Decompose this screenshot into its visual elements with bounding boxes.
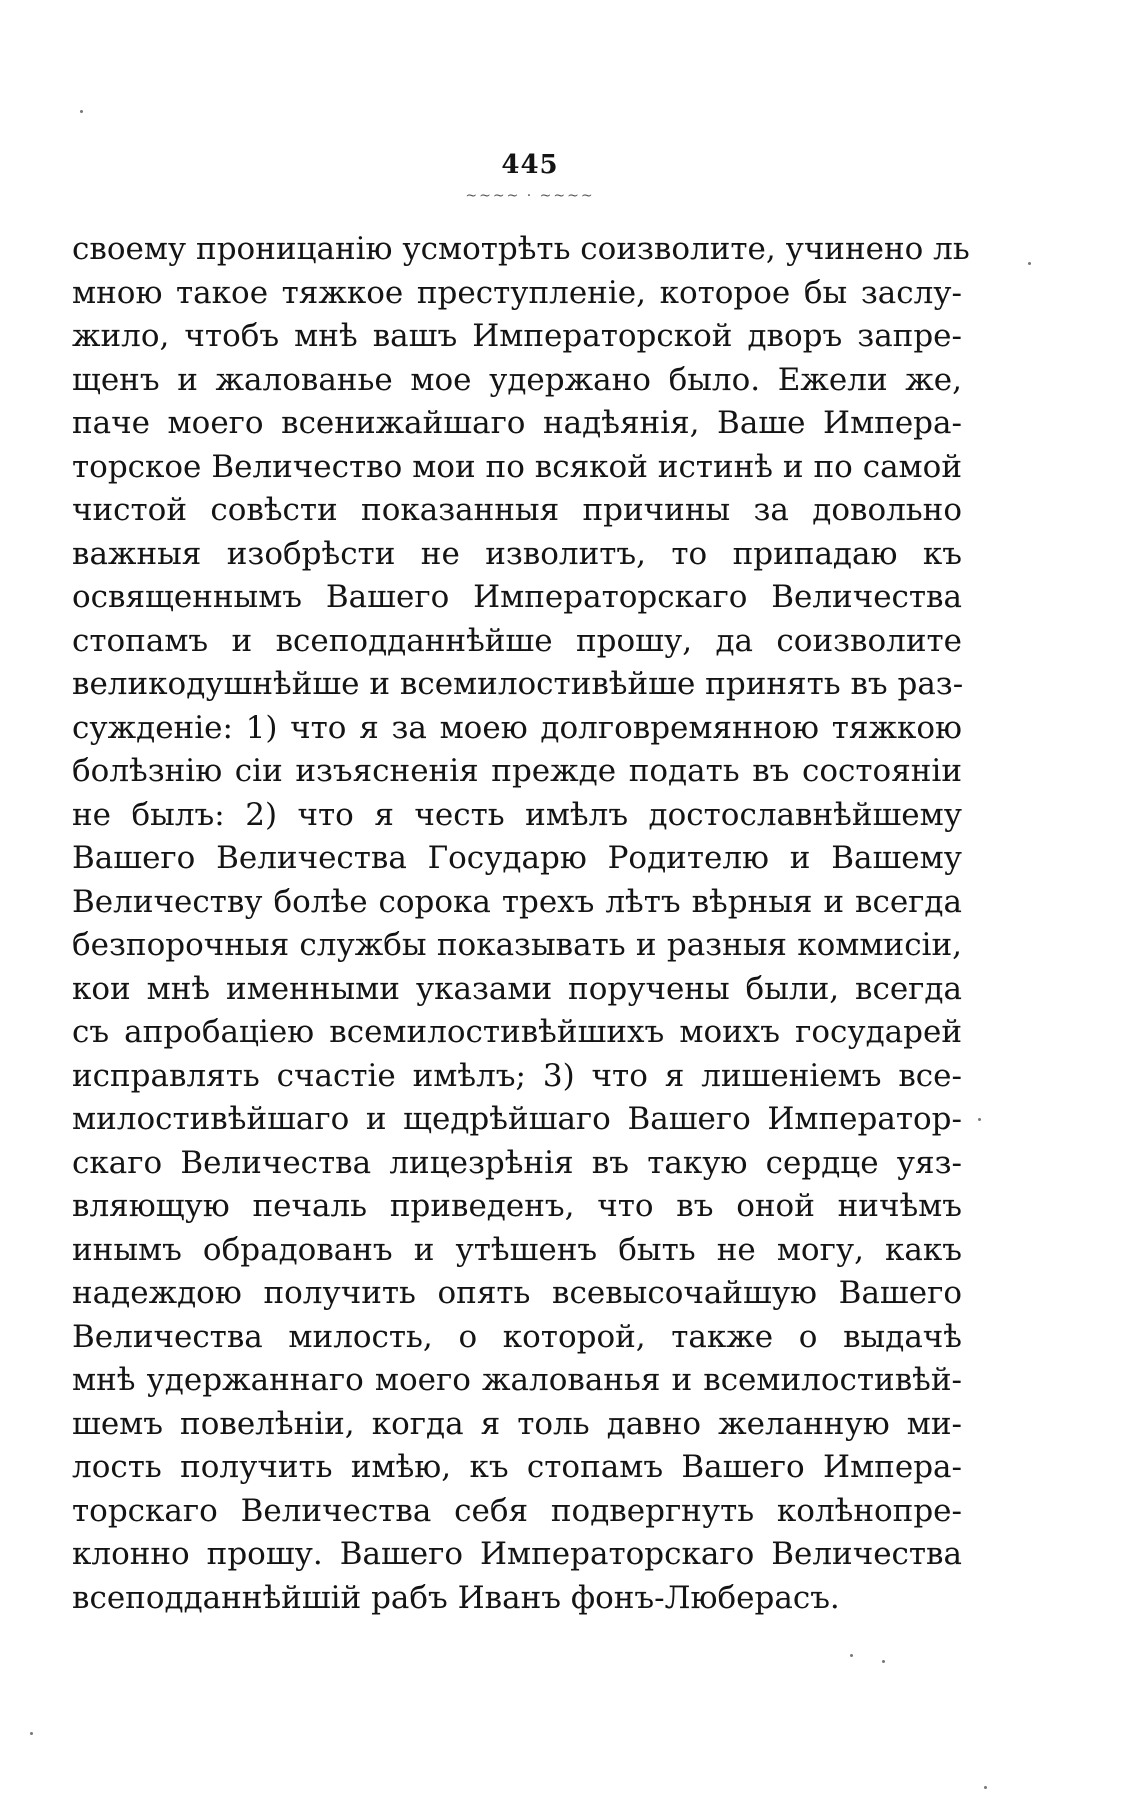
text-line: скаго Величества лицезрѣнія въ такую сердце уяз- [72,1144,962,1181]
text-line: исправлять счастіе имѣлъ; 3) что я лишеніемъ все- [72,1057,962,1094]
text-line: торское Величество мои по всякой истинѣ и по самой [72,448,962,485]
text-line: своему проницанію усмотрѣть соизволите, учинено ль [72,231,970,267]
text-line: вляющую печаль приведенъ, что въ оной ничѣмъ [72,1188,962,1224]
text-line: шемъ повелѣніи, когда я толь давно желанную ми- [72,1405,962,1442]
text-line: надеждою получить опять всевысочайшую Вашего [72,1275,962,1311]
text-line: важныя изобрѣсти не изволитъ, то припадаю къ [72,535,962,572]
text-line: инымъ обрадованъ и утѣшенъ быть не могу, какъ [72,1231,962,1268]
text-line: торскаго Величества себя подвергнуть колѣнопре- [72,1492,962,1529]
page-number: 445 [501,150,559,180]
scan-speck [978,1118,981,1121]
text-line: паче моего всенижайшаго надѣянія, Ваше Импера- [72,405,962,441]
header-ornament: ~~~~ · ~~~~ [465,188,595,204]
text-line: милостивѣйшаго и щедрѣйшаго Вашего Император- [72,1101,962,1137]
scan-speck [80,110,83,113]
text-line: освященнымъ Вашего Императорскаго Величества [72,579,962,615]
body-text [72,228,970,1620]
text-line: мнѣ удержаннаго моего жалованья и всемилостивѣй- [72,1362,962,1398]
scan-speck [30,1732,33,1735]
text-line: съ апробаціею всемилостивѣйшихъ моихъ государей [72,1014,962,1050]
scan-speck [850,1654,853,1657]
text-line: лость получить имѣю, къ стопамъ Вашего Импера- [72,1449,962,1485]
text-line: безпорочныя службы показывать и разныя коммисіи, [72,927,962,963]
text-line: болѣзнію сіи изъясненія прежде подать въ состояніи [72,753,962,789]
text-line: Величества милость, о которой, также о выдачѣ [72,1318,962,1355]
scan-speck [882,1660,885,1663]
text-line: клонно прошу. Вашего Императорскаго Величества [72,1536,962,1572]
text-line: чистой совѣсти показанныя причины за довольно [72,492,962,528]
text-line: щенъ и жалованье мое удержано было. Ежели же, [72,361,962,398]
text-line: Вашего Величества Государю Родителю и Вашему [72,840,962,876]
text-line: стопамъ и всеподданнѣйше прошу, да соизволите [72,622,962,659]
text-line: Величеству болѣе сорока трехъ лѣтъ вѣрныя и всегда [72,883,962,920]
text-line: не былъ: 2) что я честь имѣлъ достославнѣйшему [72,796,962,833]
text-line: кои мнѣ именными указами поручены были, всегда [72,970,962,1007]
text-line-signature: всеподданнѣйшій рабъ Иванъ фонъ-Люберасъ. [72,1579,840,1616]
text-line: жило, чтобъ мнѣ вашъ Императорской дворъ запре- [72,318,962,354]
text-line: сужденіе: 1) что я за моею долговремянною тяжкою [72,709,962,746]
text-line: великодушнѣйше и всемилостивѣйше принять въ раз- [72,666,964,702]
scan-speck [1028,262,1031,265]
text-line: мною такое тяжкое преступленіе, которое бы заслу- [72,274,962,311]
scan-speck [984,1786,987,1789]
